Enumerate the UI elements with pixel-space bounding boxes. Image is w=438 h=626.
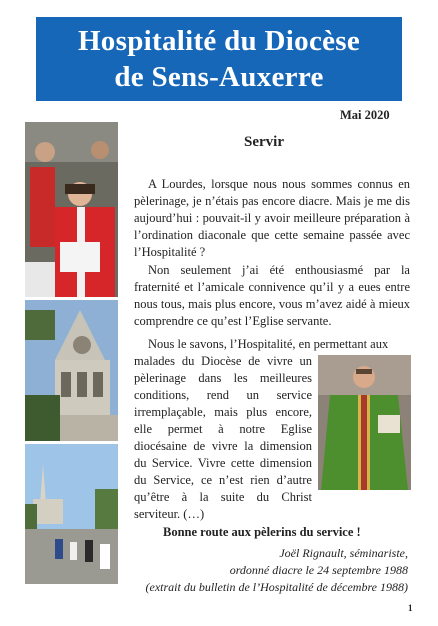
photo-esplanade <box>25 444 118 584</box>
title-banner <box>36 17 402 101</box>
article-heading: Servir <box>244 134 284 150</box>
signature-source: (extrait du bulletin de l’Hospitalité de décembre 1988) <box>145 580 408 594</box>
issue-date: Mai 2020 <box>340 108 390 122</box>
title-line-1: Hospitalité du Diocèse <box>77 25 361 57</box>
paragraph-1: A Lourdes, lorsque nous nous sommes connus en pèlerinage, je n’étais pas encore diacre. Mais je me dis aujourd’hui : pouvait-il y avoir meilleure préparation à l’ordination diaconale que cette semaine passée avec l’Hospitalité ? <box>134 177 410 259</box>
photo-procession <box>25 122 118 297</box>
signature-ordination: ordonné diacre le 24 septembre 1988 <box>229 563 408 577</box>
closing-line: Bonne route aux pèlerins du service ! <box>163 525 361 539</box>
signature-block <box>118 545 408 596</box>
title-line-2: de Sens-Auxerre <box>114 61 324 93</box>
paragraph-3-body: malades du Diocèse de vivre un pèlerinage dans les meilleures conditions, rend un service irremplaçable, mais plus encore, elle permet à notre Eglise diocésaine de vivre la dimension du Service. Vivre cette dimension du Service, ce n’est rien d’autre qu’être à la suite du Christ serviteur. (…) <box>134 354 312 521</box>
paragraph-3-first-line: Nous le savons, l’Hospitalité, en permettant aux <box>148 337 389 351</box>
signature-name: Joël Rignault, séminariste, <box>279 546 408 560</box>
page-number: 1 <box>408 603 413 613</box>
photo-priest <box>318 355 411 490</box>
photo-basilica <box>25 300 118 441</box>
paragraph-2: Non seulement j’ai été enthousiasmé par la fraternité et l’amicale connivence qu’il y a eues entre nous tous, mais plus encore, vous m’avez aidé à mieux comprendre ce qu’est l’Eglise servante. <box>134 263 410 328</box>
